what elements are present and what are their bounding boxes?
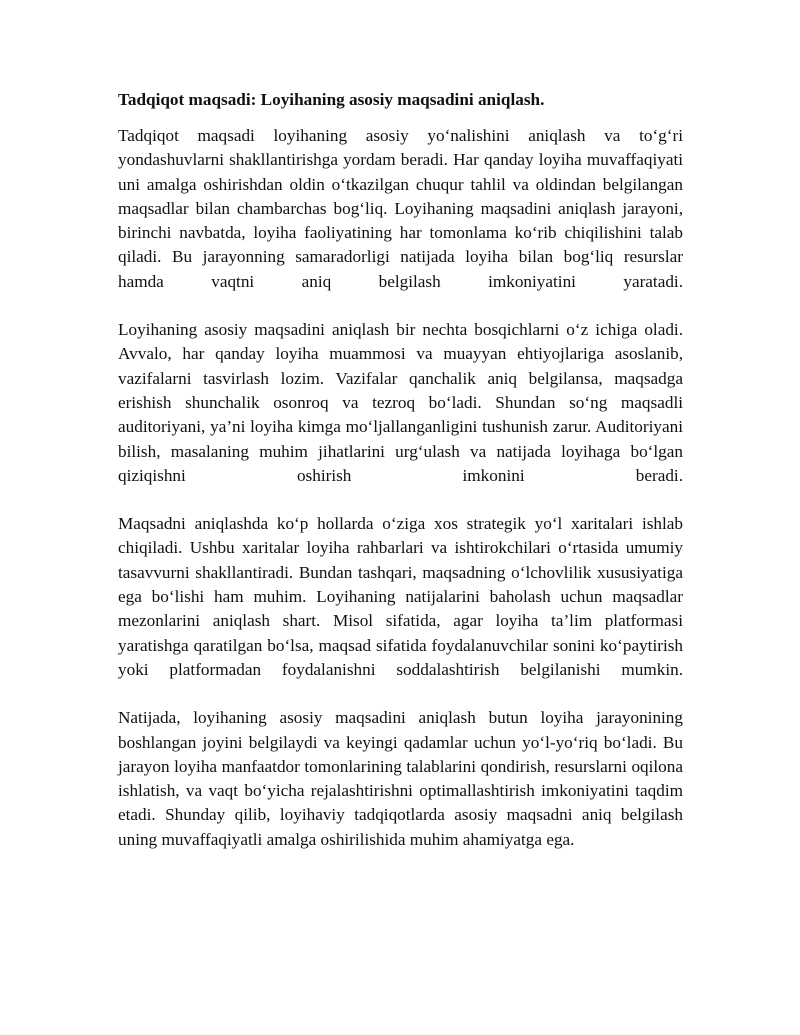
paragraph-3: Maqsadni aniqlashda ko‘p hollarda o‘ziga xos strategik yo‘l xaritalari ishlab chiqiladi. Ushbu xaritalar loyiha rahbarlari va ishtirokchilari o‘rtasida umumiy tasavvurni shakllantiradi. Bundan tashqari, maqsadning o‘lchovlilik xususiyatiga ega bo‘lishi ham muhim. Loyihaning natijalarini baholash uchun maqsadlar mezonlarini aniqlash shart. Misol sifatida, agar loyiha ta’lim platformasi yaratishga qaratilgan bo‘lsa, maqsad sifatida foydalanuvchilar sonini ko‘paytirish yoki platformadan foydalanishni soddalashtirish belgilanishi mumkin. bbox=[118, 514, 683, 679]
document-title: Tadqiqot maqsadi: Loyihaning asosiy maqsadini aniqlash. bbox=[118, 90, 545, 109]
document-page bbox=[118, 88, 683, 876]
paragraph-2: Loyihaning asosiy maqsadini aniqlash bir nechta bosqichlarni o‘z ichiga oladi. Avvalo, har qanday loyiha muammosi va muayyan ehtiyojlariga asoslanib, vazifalarni tasvirlash lozim. Vazifalar qanchalik aniq belgilansa, maqsadga erishish shunchalik osonroq va tezroq bo‘ladi. Shundan so‘ng maqsadli auditoriyani, ya’ni loyiha kimga mo‘ljallanganligini tushunish zarur. Auditoriyani bilish, masalaning muhim jihatlarini urg‘ulash va natijada loyihaga bo‘lgan qiziqishni oshirish imkonini beradi. bbox=[118, 320, 683, 485]
paragraph-4: Natijada, loyihaning asosiy maqsadini aniqlash butun loyiha jarayonining boshlangan joyini belgilaydi va keyingi qadamlar uchun yo‘l-yo‘riq bo‘ladi. Bu jarayon loyiha manfaatdor tomonlarining talablarini qondirish, resurslarni oqilona ishlatish, va vaqt bo‘yicha rejalashtirishni optimallashtirish imkoniyatini taqdim etadi. Shunday qilib, loyihaviy tadqiqotlarda asosiy maqsadni aniq belgilash uning muvaffaqiyatli amalga oshirilishida muhim ahamiyatga ega. bbox=[118, 708, 683, 849]
paragraph-1: Tadqiqot maqsadi loyihaning asosiy yo‘nalishini aniqlash va to‘g‘ri yondashuvlarni shakllantirishga yordam beradi. Har qanday loyiha muvaffaqiyati uni amalga oshirishdan oldin o‘tkazilgan chuqur tahlil va oldindan belgilangan maqsadlar bilan chambarchas bog‘liq. Loyihaning maqsadini aniqlash jarayoni, birinchi navbatda, loyiha faoliyatining har tomonlama ko‘rib chiqilishini talab qiladi. Bu jarayonning samaradorligi natijada loyiha bilan bog‘liq resurslar hamda vaqtni aniq belgilash imkoniyatini yaratadi. bbox=[118, 126, 683, 291]
